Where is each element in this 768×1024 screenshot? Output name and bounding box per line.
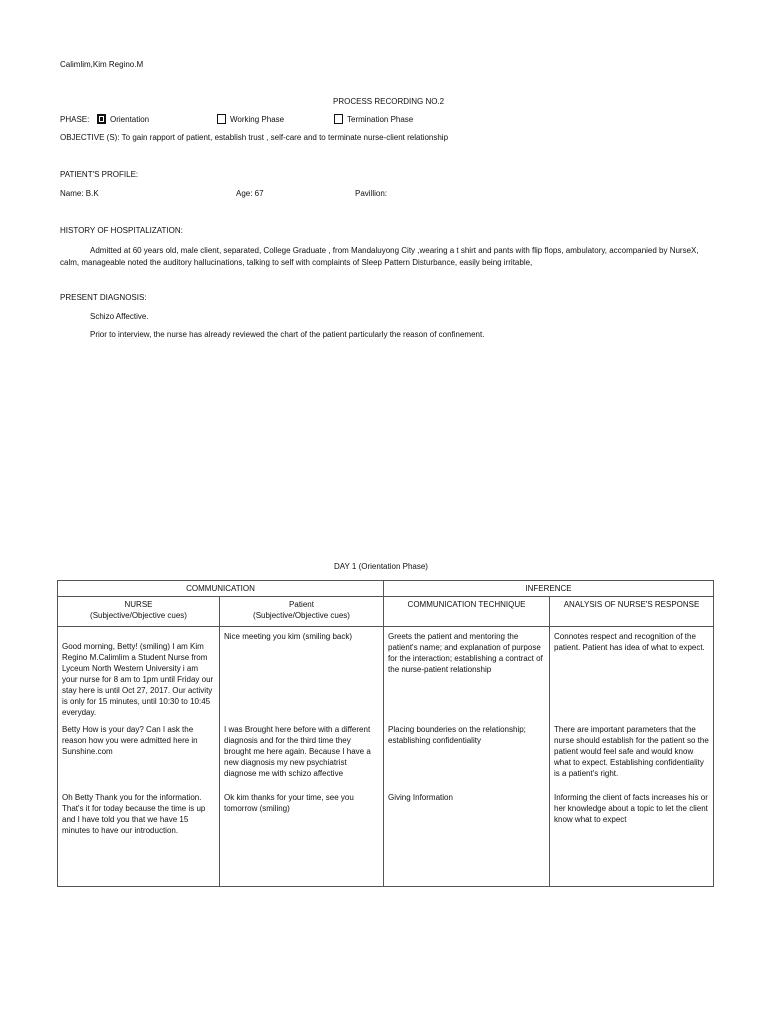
phase-option-termination[interactable] bbox=[334, 114, 413, 126]
patient-entry: Nice meeting you kim (smiling back) bbox=[224, 632, 353, 642]
nurse-entry: Good morning, Betty! (smiling) I am Kim Regino M.Calimlim a Student Nurse from Lyceum North Western University i am your nurse for 8 am to 1pm until Friday our stay here is until Oct 27, 2017. Our activity is only for 15 minutes, until 10:30 to 10:45 everyday. bbox=[62, 642, 214, 718]
analysis-entry: Connotes respect and recognition of the patient. Patient has idea of what to expect. bbox=[554, 632, 705, 653]
objective-text: To gain rapport of patient, establish trust , self-care and to terminate nurse-client relationship bbox=[121, 133, 449, 142]
technique-entry: Placing bounderies on the relationship; establishing confidentiality bbox=[388, 725, 526, 746]
phase-label: PHASE: bbox=[60, 115, 90, 124]
communication-header: COMMUNICATION bbox=[58, 581, 384, 597]
phase-option-working[interactable] bbox=[217, 114, 284, 126]
nurse-entry: Betty How is your day? Can I ask the reason how you were admitted here in Sunshine.com bbox=[62, 725, 198, 757]
patient-name: Name: B.K bbox=[60, 189, 99, 198]
patient-column-title: Patient bbox=[289, 600, 314, 610]
patient-column-header bbox=[220, 597, 384, 627]
nurse-cell bbox=[58, 627, 220, 887]
process-recording-table bbox=[57, 580, 714, 887]
patient-cell bbox=[220, 627, 384, 887]
technique-column-header: COMMUNICATION TECHNIQUE bbox=[384, 597, 550, 627]
objective-line bbox=[60, 133, 448, 144]
technique-cell bbox=[384, 627, 550, 887]
phase-option-label: Termination Phase bbox=[347, 115, 414, 124]
history-heading: HISTORY OF HOSPITALIZATION: bbox=[60, 226, 183, 235]
diagnosis-heading: PRESENT DIAGNOSIS: bbox=[60, 293, 147, 302]
nurse-entry: Oh Betty Thank you for the information. That's it for today because the time is up and I have told you that we have 15 minutes to have our introduction. bbox=[62, 793, 206, 836]
analysis-entry: Informing the client of facts increases his or her knowledge about a topic to let the client know what to expect bbox=[554, 793, 708, 825]
technique-entry: Greets the patient and mentoring the patient's name; and explanation of purpose for the interaction; establishing a contract of the nurse-patient relationship bbox=[388, 632, 543, 675]
patient-column-subtitle: (Subjective/Objective cues) bbox=[253, 611, 350, 621]
phase-row bbox=[60, 115, 89, 126]
diagnosis-text: Schizo Affective. bbox=[90, 312, 149, 321]
inference-header: INFERENCE bbox=[384, 581, 714, 597]
diagnosis-note: Prior to interview, the nurse has already reviewed the chart of the patient particularly the reason of confinement. bbox=[90, 330, 485, 339]
document-title: PROCESS RECORDING NO.2 bbox=[333, 97, 445, 106]
phase-option-label: Orientation bbox=[110, 115, 150, 124]
day-title: DAY 1 (Orientation Phase) bbox=[334, 562, 428, 571]
patient-age: Age: 67 bbox=[236, 189, 264, 198]
profile-heading: PATIENT'S PROFILE: bbox=[60, 170, 139, 179]
analysis-cell bbox=[550, 627, 714, 887]
nurse-column-subtitle: (Subjective/Objective cues) bbox=[90, 611, 187, 621]
analysis-column-header: ANALYSIS OF NURSE'S RESPONSE bbox=[550, 597, 714, 627]
student-name: Calimlim,Kim Regino.M bbox=[60, 60, 144, 69]
nurse-column-title: NURSE bbox=[124, 600, 153, 610]
patient-entry: I was Brought here before with a different diagnosis and for the third time they brought me here again. Because I have a new diagnosis my new psychiatrist diagnose me with schizo affective bbox=[224, 725, 371, 779]
checked-checkbox-icon[interactable] bbox=[97, 114, 106, 124]
technique-entry: Giving Information bbox=[388, 793, 453, 803]
nurse-column-header bbox=[58, 597, 220, 627]
analysis-entry: There are important parameters that the nurse should establish for the patient so the patient would feel safe and would know what to expect. Establishing confidentiality is a patient's right. bbox=[554, 725, 709, 779]
phase-option-label: Working Phase bbox=[230, 115, 285, 124]
patient-entry: Ok kim thanks for your time, see you tomorrow (smiling) bbox=[224, 793, 354, 814]
history-text: Admitted at 60 years old, male client, separated, College Graduate , from Mandaluyong City ,wearing a t shirt and pants with flip flops, ambulatory, accompanied by NurseX, calm, manageable noted the auditory hallucinations, talking to self with complaints of Sleep Pattern Disturbance, easily being irritable, bbox=[60, 246, 699, 268]
patient-pavilion: Pavillion: bbox=[355, 189, 388, 198]
checkbox-icon[interactable] bbox=[217, 114, 226, 124]
checkbox-icon[interactable] bbox=[334, 114, 343, 124]
phase-option-orientation[interactable] bbox=[97, 114, 149, 126]
objective-label: OBJECTIVE (S): bbox=[60, 133, 120, 142]
